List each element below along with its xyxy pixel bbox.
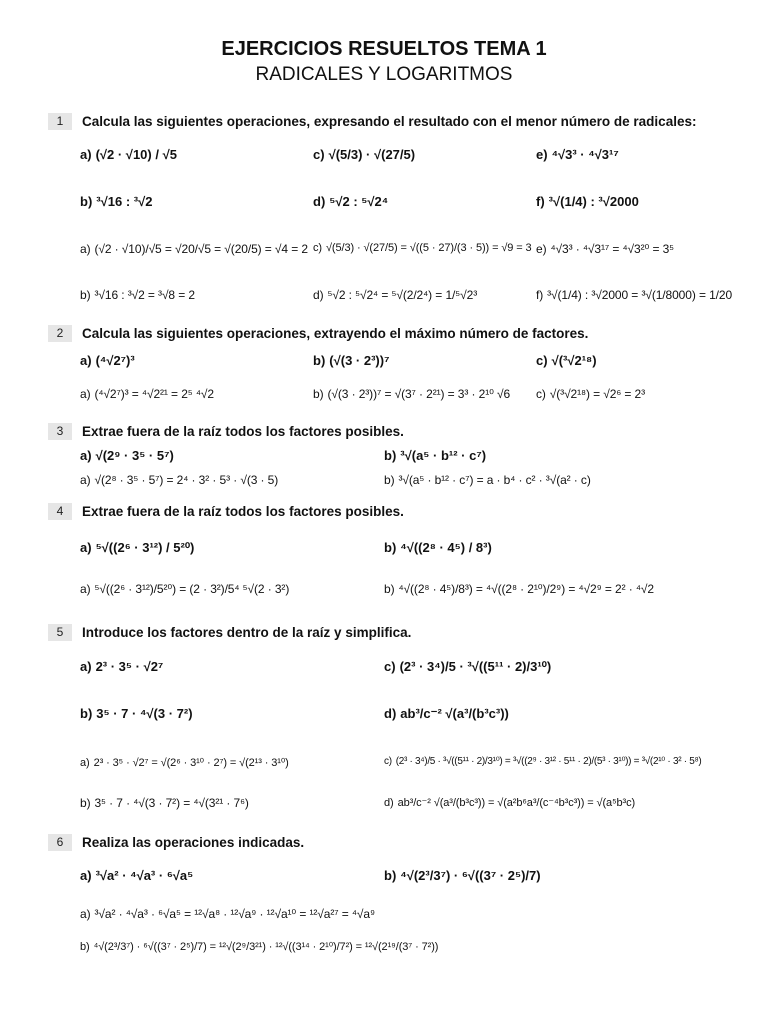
exercise-item: a) (√2 · √10) / √5 — [80, 147, 177, 162]
solution-item: a) 2³ · 3⁵ · √2⁷ = √(2⁶ · 3¹⁰ · 2⁷) = √(2¹³ · 3¹⁰) — [80, 757, 289, 769]
solution-item: c) √(5/3) · √(27/5) = √((5 · 27)/(3 · 5)) = √9 = 3 — [313, 242, 532, 254]
exercise-statement: Extrae fuera de la raíz todos los factores posibles. — [82, 504, 404, 519]
exercise-statement: Calcula las siguientes operaciones, expresando el resultado con el menor número de radicales: — [82, 114, 697, 129]
solution-item: a) ⁵√((2⁶ · 3¹²)/5²⁰) = (2 · 3²)/5⁴ ⁵√(2 · 3²) — [80, 582, 290, 596]
exercise-item: f) ³√(1/4) : ³√2000 — [536, 194, 639, 209]
exercise-statement: Extrae fuera de la raíz todos los factores posibles. — [82, 424, 404, 439]
exercise-number: 1 — [48, 113, 72, 130]
solution-item: b) ⁴√(2³/3⁷) · ⁶√((3⁷ · 2⁵)/7) = ¹²√(2⁹/3²¹) · ¹²√((3¹⁴ · 2¹⁰)/7²) = ¹²√(2¹⁹/(3⁷ · 7²)) — [80, 941, 439, 953]
exercise-item: a) √(2⁹ · 3⁵ · 5⁷) — [80, 448, 174, 463]
solution-item: b) ⁴√((2⁸ · 4⁵)/8³) = ⁴√((2⁸ · 2¹⁰)/2⁹) = ⁴√2⁹ = 2² · ⁴√2 — [384, 582, 654, 596]
solution-item: a) ³√a² · ⁴√a³ · ⁶√a⁵ = ¹²√a⁸ · ¹²√a⁹ · ¹²√a¹⁰ = ¹²√a²⁷ = ⁴√a⁹ — [80, 907, 376, 921]
exercise-item: b) ⁴√((2⁸ · 4⁵) / 8³) — [384, 540, 492, 555]
exercise-item: b) 3⁵ · 7 · ⁴√(3 · 7²) — [80, 706, 193, 721]
exercise-item: b) (√(3 · 2³))⁷ — [313, 353, 390, 368]
solution-item: f) ³√(1/4) : ³√2000 = ³√(1/8000) = 1/20 — [536, 288, 733, 302]
solution-item: b) (√(3 · 2³))⁷ = √(3⁷ · 2²¹) = 3³ · 2¹⁰ √6 — [313, 387, 511, 401]
exercise-statement: Realiza las operaciones indicadas. — [82, 835, 305, 850]
exercise-item: a) (⁴√2⁷)³ — [80, 353, 135, 368]
exercise-item: c) (2³ · 3⁴)/5 · ³√((5¹¹ · 2)/3¹⁰) — [384, 659, 552, 674]
exercise-item: c) √(³√2¹⁸) — [536, 353, 597, 368]
exercise-number: 6 — [48, 834, 72, 851]
solution-item: c) √(³√2¹⁸) = √2⁶ = 2³ — [536, 387, 646, 401]
exercise-number: 3 — [48, 423, 72, 440]
solution-item: b) ³√(a⁵ · b¹² · c⁷) = a · b⁴ · c² · ³√(a² · c) — [384, 473, 591, 487]
exercise-item: d) ab³/c⁻² √(a³/(b³c³)) — [384, 706, 509, 721]
solution-item: a) (⁴√2⁷)³ = ⁴√2²¹ = 2⁵ ⁴√2 — [80, 387, 214, 401]
solution-item: d) ab³/c⁻² √(a³/(b³c³)) = √(a²b⁶a³/(c⁻⁴b³c³)) = √(a⁵b³c) — [384, 797, 636, 809]
solution-item: c) (2³ · 3⁴)/5 · ³√((5¹¹ · 2)/3¹⁰) = ³√((2⁹ · 3¹² · 5¹¹ · 2)/(5³ · 3¹⁰)) = ³√(2¹⁰ · 3² · 5⁸) — [384, 756, 702, 767]
exercise-item: a) 2³ · 3⁵ · √2⁷ — [80, 659, 164, 674]
solution-item: d) ⁵√2 : ⁵√2⁴ = ⁵√(2/2⁴) = 1/⁵√2³ — [313, 288, 478, 302]
exercise-number: 2 — [48, 325, 72, 342]
page-title: EJERCICIOS RESUELTOS TEMA 1 — [221, 38, 547, 60]
exercise-number: 5 — [48, 624, 72, 641]
exercise-item: c) √(5/3) · √(27/5) — [313, 147, 416, 162]
exercise-item: e) ⁴√3³ · ⁴√3¹⁷ — [536, 147, 619, 162]
solution-item: b) 3⁵ · 7 · ⁴√(3 · 7²) = ⁴√(3²¹ · 7⁶) — [80, 796, 249, 810]
exercise-item: b) ³√(a⁵ · b¹² · c⁷) — [384, 448, 487, 463]
exercise-number: 4 — [48, 503, 72, 520]
exercise-item: d) ⁵√2 : ⁵√2⁴ — [313, 194, 389, 209]
exercise-statement: Calcula las siguientes operaciones, extrayendo el máximo número de factores. — [82, 326, 589, 341]
exercise-item: a) ⁵√((2⁶ · 3¹²) / 5²⁰) — [80, 540, 195, 555]
solution-item: b) ³√16 : ³√2 = ³√8 = 2 — [80, 288, 195, 302]
exercise-item: a) ³√a² · ⁴√a³ · ⁶√a⁵ — [80, 868, 194, 883]
solution-item: a) √(2⁸ · 3⁵ · 5⁷) = 2⁴ · 3² · 5³ · √(3 · 5) — [80, 473, 279, 487]
exercise-item: b) ⁴√(2³/3⁷) · ⁶√((3⁷ · 2⁵)/7) — [384, 868, 541, 883]
exercise-item: b) ³√16 : ³√2 — [80, 194, 153, 209]
solution-item: e) ⁴√3³ · ⁴√3¹⁷ = ⁴√3²⁰ = 3⁵ — [536, 242, 675, 256]
page-subtitle: RADICALES Y LOGARITMOS — [255, 64, 513, 85]
exercise-statement: Introduce los factores dentro de la raíz y simplifica. — [82, 625, 412, 640]
solution-item: a) (√2 · √10)/√5 = √20/√5 = √(20/5) = √4 = 2 — [80, 242, 308, 256]
